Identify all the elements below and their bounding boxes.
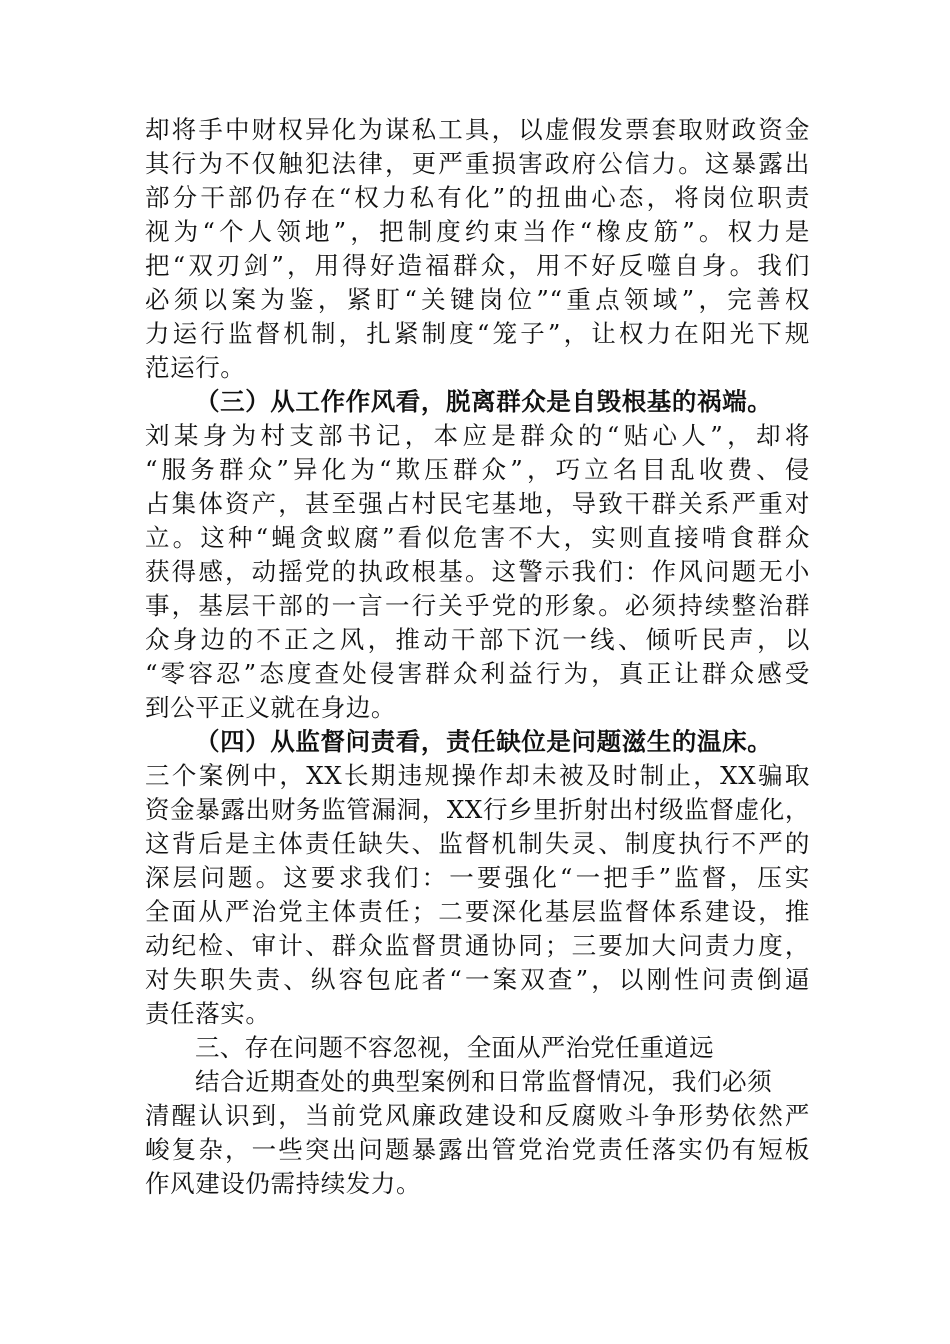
- body-line: 对失职失责、纵容包庇者“一案双查”，以刚性问责倒逼: [145, 965, 810, 994]
- body-line: 众身边的不正之风，推动干部下沉一线、倾听民声，以: [145, 625, 810, 654]
- body-line: 视为“个人领地”，把制度约束当作“橡皮筋”。权力是: [145, 217, 810, 246]
- body-line: 获得感，动摇党的执政根基。这警示我们：作风问题无小: [145, 557, 810, 586]
- body-line: 全面从严治党主体责任；二要深化基层监督体系建设，推: [145, 897, 810, 926]
- body-line: 力运行监督机制，扎紧制度“笼子”，让权力在阳光下规: [145, 319, 810, 348]
- body-line: 范运行。: [145, 353, 246, 382]
- body-line: 立。这种“蝇贪蚁腐”看似危害不大，实则直接啃食群众: [145, 523, 810, 552]
- body-line: 作风建设仍需持续发力。: [145, 1169, 422, 1198]
- subheading-line: （三）从工作作风看，脱离群众是自毁根基的祸端。: [195, 387, 773, 416]
- body-line: 其行为不仅触犯法律，更严重损害政府公信力。这暴露出: [145, 149, 810, 178]
- body-line: 刘某身为村支部书记，本应是群众的“贴心人”，却将: [145, 421, 810, 450]
- body-line: 责任落实。: [145, 999, 271, 1028]
- body-line: 深层问题。这要求我们：一要强化“一把手”监督，压实: [145, 863, 810, 892]
- body-line: “服务群众”异化为“欺压群众”，巧立名目乱收费、侵: [145, 455, 810, 484]
- body-line: 清醒认识到，当前党风廉政建设和反腐败斗争形势依然严: [145, 1101, 810, 1130]
- document-page: [145, 113, 810, 1201]
- body-line: 必须以案为鉴，紧盯“关键岗位”“重点领域”，完善权: [145, 285, 810, 314]
- body-line: 结合近期查处的典型案例和日常监督情况，我们必须: [195, 1067, 773, 1096]
- subheading-line: （四）从监督问责看，责任缺位是问题滋生的温床。: [195, 727, 773, 756]
- body-line: 资金暴露出财务监管漏洞，XX行乡里折射出村级监督虚化，: [145, 795, 810, 824]
- body-line: 事，基层干部的一言一行关乎党的形象。必须持续整治群: [145, 591, 810, 620]
- body-line: 这背后是主体责任缺失、监督机制失灵、制度执行不严的: [145, 829, 810, 858]
- section-heading: 三、存在问题不容忽视，全面从严治党任重道远: [195, 1033, 714, 1062]
- body-line: 部分干部仍存在“权力私有化”的扭曲心态，将岗位职责: [145, 183, 810, 212]
- body-line: “零容忍”态度查处侵害群众利益行为，真正让群众感受: [145, 659, 810, 688]
- body-line: 动纪检、审计、群众监督贯通协同；三要加大问责力度，: [145, 931, 810, 960]
- body-line: 把“双刃剑”，用得好造福群众，用不好反噬自身。我们: [145, 251, 810, 280]
- body-line: 三个案例中，XX长期违规操作却未被及时制止，XX骗取: [145, 761, 810, 790]
- body-line: 占集体资产，甚至强占村民宅基地，导致干群关系严重对: [145, 489, 810, 518]
- body-line: 到公平正义就在身边。: [145, 693, 396, 722]
- body-line: 峻复杂，一些突出问题暴露出管党治党责任落实仍有短板: [145, 1135, 810, 1164]
- body-line: 却将手中财权异化为谋私工具，以虚假发票套取财政资金: [145, 115, 810, 144]
